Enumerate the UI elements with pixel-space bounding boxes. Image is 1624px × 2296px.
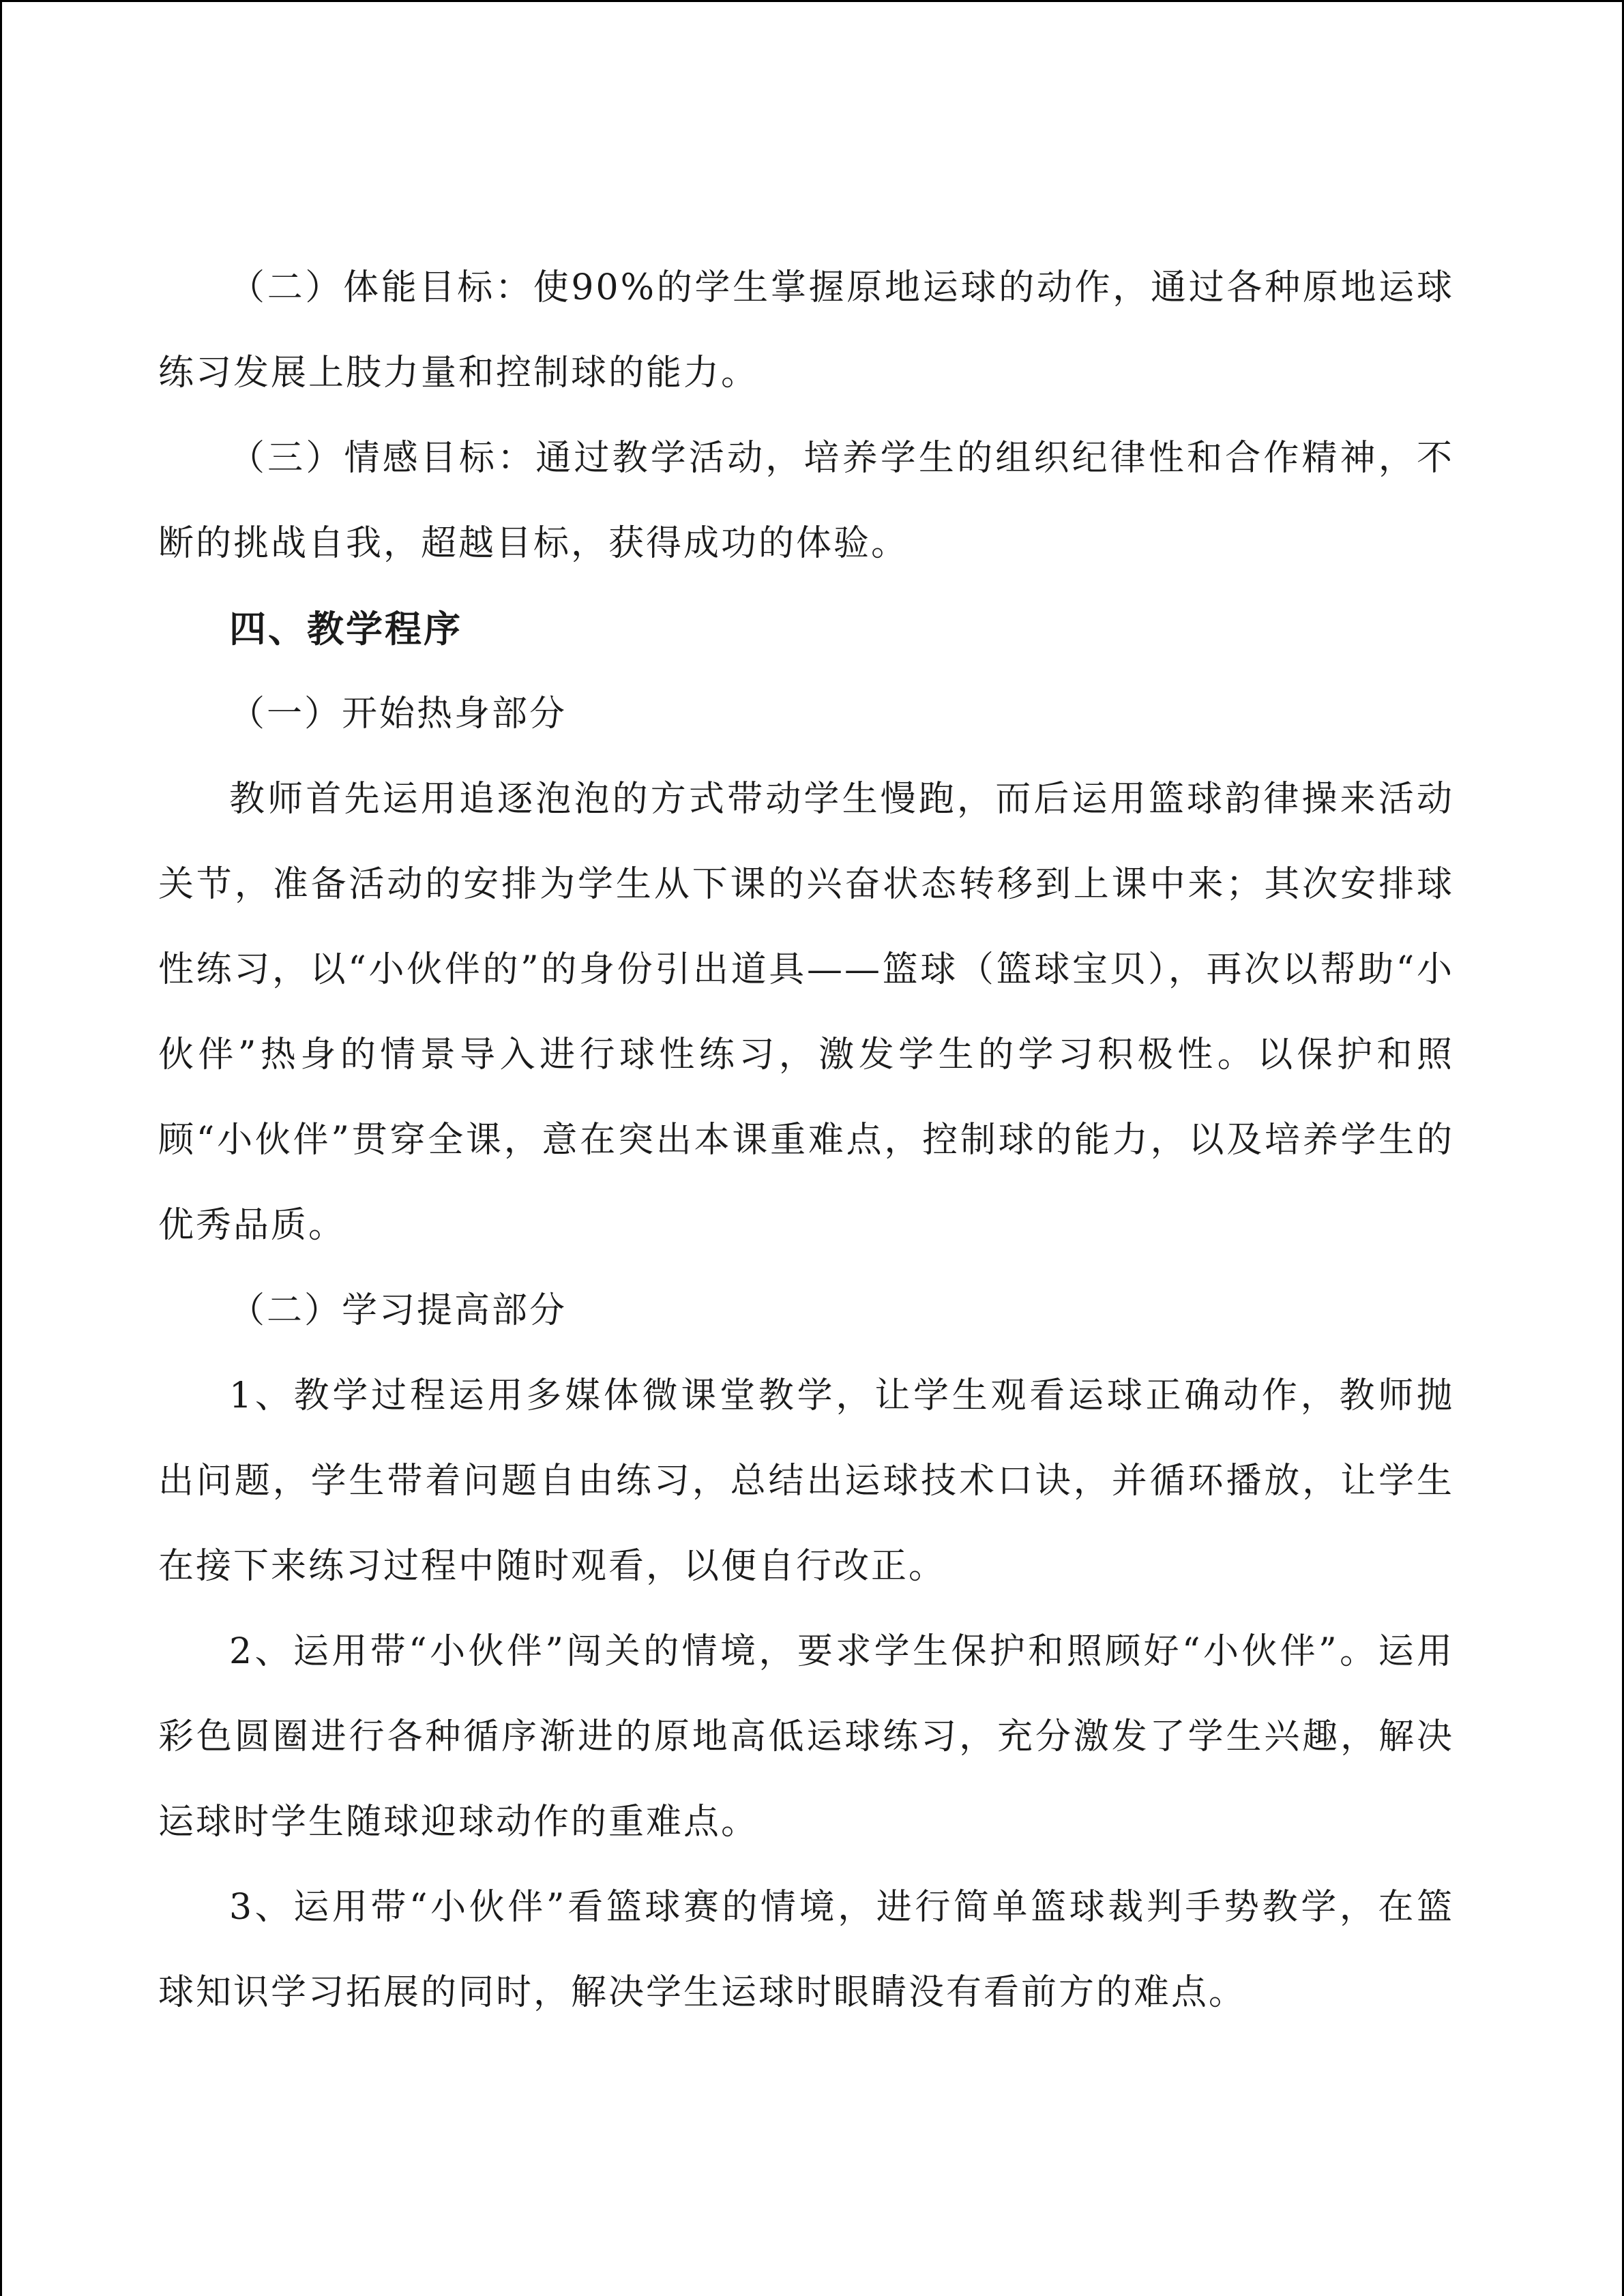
paragraph-item-1: 1、教学过程运用多媒体微课堂教学，让学生观看运球正确动作，教师抛出问题，学生带着问题自由练习，总结出运球技术口诀，并循环播放，让学生在接下来练习过程中随时观看，以便自行改正。	[158, 1375, 1454, 1587]
subheading-learning: （二）学习提高部分	[229, 1290, 567, 1331]
paragraph-warmup: 教师首先运用追逐泡泡的方式带动学生慢跑，而后运用篮球韵律操来活动关节，准备活动的安排为学生从下课的兴奋状态转移到上课中来；其次安排球性练习，以“小伙伴的”的身份引出道具——篮球（篮球宝贝），再次以帮助“小伙伴”热身的情景导入进行球性练习，激发学生的学习积极性。以保护和照顾“小伙伴”贯穿全课，意在突出本课重难点，控制球的能力，以及培养学生的优秀品质。	[158, 779, 1454, 1246]
paragraph-item-2: 2、运用带“小伙伴”闯关的情境，要求学生保护和照顾好“小伙伴”。运用彩色圆圈进行各种循序渐进的原地高低运球练习，充分激发了学生兴趣，解决运球时学生随球迎球动作的重难点。	[158, 1631, 1454, 1843]
subheading-warmup: （一）开始热身部分	[229, 694, 567, 734]
page-border-left	[0, 0, 2, 2296]
page-border-top	[0, 0, 1624, 2]
paragraph-emotional-goal: （三）情感目标：通过教学活动，培养学生的组织纪律性和合作精神，不断的挑战自我，超越目标，获得成功的体验。	[158, 438, 1454, 564]
paragraph-item-3: 3、运用带“小伙伴”看篮球赛的情境，进行简单篮球裁判手势教学，在篮球知识学习拓展的同时，解决学生运球时眼睛没有看前方的难点。	[158, 1887, 1454, 2013]
paragraph-fitness-goal: （二）体能目标：使90%的学生掌握原地运球的动作，通过各种原地运球练习发展上肢力量和控制球的能力。	[158, 267, 1454, 393]
section-heading-teaching-procedure: 四、教学程序	[229, 608, 462, 651]
document-body	[158, 245, 1454, 2036]
